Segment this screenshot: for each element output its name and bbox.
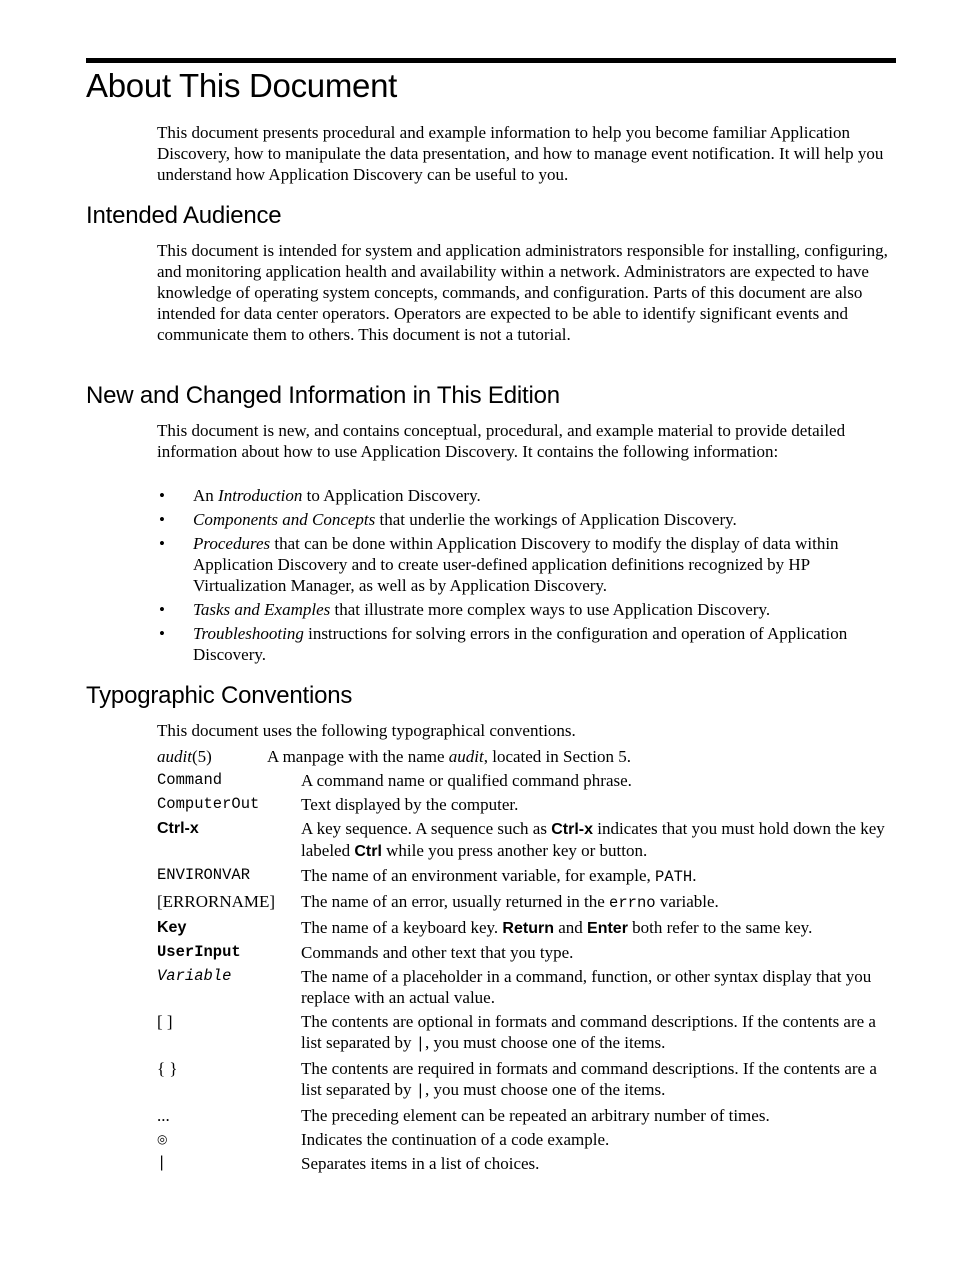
list-item: • Components and Concepts that underlie the workings of Application Discovery. [159,510,737,529]
conventions-intro: This document uses the following typographical conventions. [157,721,576,740]
continuation-icon: ◎ [157,1132,168,1146]
convention-term: | [157,1154,167,1172]
convention-row-variable [157,966,898,1008]
convention-desc: Text displayed by the computer. [301,795,519,814]
convention-desc: A key sequence. A sequence such as Ctrl-x indicates that you must hold down the key labeled Ctrl while you press another key or button. [301,819,885,860]
convention-desc: Separates items in a list of choices. [301,1154,540,1173]
convention-row-audit [157,746,898,767]
convention-term: ... [157,1106,170,1125]
page-title: About This Document [86,67,398,104]
convention-desc: A command name or qualified command phrase. [301,771,632,790]
convention-desc: The preceding element can be repeated an arbitrary number of times. [301,1106,770,1125]
convention-row-ctrl-x [157,818,898,862]
convention-term: Variable [157,967,232,985]
audience-heading: Intended Audience [86,202,282,229]
convention-row-envvar [157,865,898,888]
bullet-icon: • [159,486,165,505]
new-info-list [157,485,898,668]
convention-row-continuation [157,1129,898,1150]
convention-row-braces [157,1058,898,1102]
convention-term: Key [157,919,187,936]
convention-desc: The name of a keyboard key. Return and Enter both refer to the same key. [301,918,813,937]
convention-term: ENVIRONVAR [157,866,251,884]
convention-row-userinput [157,942,898,963]
convention-term: UserInput [157,943,241,961]
title-rule [86,58,896,63]
convention-desc: Indicates the continuation of a code example. [301,1130,610,1149]
convention-desc: A manpage with the name audit, located in Section 5. [267,747,632,766]
convention-row-brackets [157,1011,898,1055]
convention-desc: Commands and other text that you type. [301,943,574,962]
list-item: • Procedures that can be done within Application Discovery to modify the display of data within Application Discovery and to create user-defined application definitions recognized by HP Virtualization Manager, as well as by Application Discovery. [159,534,839,595]
convention-desc: The contents are optional in formats and command descriptions. If the contents are a list separated by |, you must choose one of the items. [301,1012,876,1053]
convention-desc: The name of an environment variable, for example, PATH. [301,866,697,886]
convention-desc: The name of an error, usually returned in the errno variable. [301,892,719,912]
convention-term: { } [157,1059,178,1078]
convention-term: Ctrl-x [157,820,199,837]
bullet-icon: • [159,534,165,553]
convention-term: ComputerOut [157,795,260,813]
bullet-icon: • [159,510,165,529]
convention-row-command [157,770,898,791]
convention-term: [ ] [157,1012,173,1031]
convention-row-ellipsis [157,1105,898,1126]
convention-term: [ERRORNAME] [157,892,276,911]
convention-term: audit(5) [157,747,212,766]
convention-row-key [157,917,898,939]
convention-term: Command [157,771,223,789]
convention-row-computerout [157,794,898,815]
list-item: • Troubleshooting instructions for solving errors in the configuration and operation of Application Discovery. [159,624,848,664]
bullet-icon: • [159,600,165,619]
list-item: • An Introduction to Application Discovery. [159,486,481,505]
new-info-heading: New and Changed Information in This Edition [86,382,560,409]
conventions-heading: Typographic Conventions [86,682,353,709]
bullet-icon: • [159,624,165,643]
convention-desc: The name of a placeholder in a command, function, or other syntax display that you replace with an actual value. [301,967,872,1007]
convention-row-errorname [157,891,898,914]
conventions-table [157,746,898,1177]
audience-paragraph: This document is intended for system and application administrators responsible for installing, configuring, and monitoring application health and availability within a network. Administrators are expected to have knowledge of operating system concepts, commands, and configuration. Parts of this document are also intended for data center operators. Operators are expected to be able to identify significant events and communicate them to others. This document is not a tutorial. [157,241,888,344]
intro-paragraph: This document presents procedural and example information to help you become familiar Application Discovery, how to manipulate the data presentation, and how to manage event notification. It will help you understand how Application Discovery can be useful to you. [157,123,884,184]
new-info-paragraph: This document is new, and contains conceptual, procedural, and example material to provide detailed information about how to use Application Discovery. It contains the following information: [157,421,846,461]
convention-row-pipe [157,1153,898,1174]
convention-desc: The contents are required in formats and command descriptions. If the contents are a list separated by |, you must choose one of the items. [301,1059,877,1100]
list-item: • Tasks and Examples that illustrate more complex ways to use Application Discovery. [159,600,771,619]
